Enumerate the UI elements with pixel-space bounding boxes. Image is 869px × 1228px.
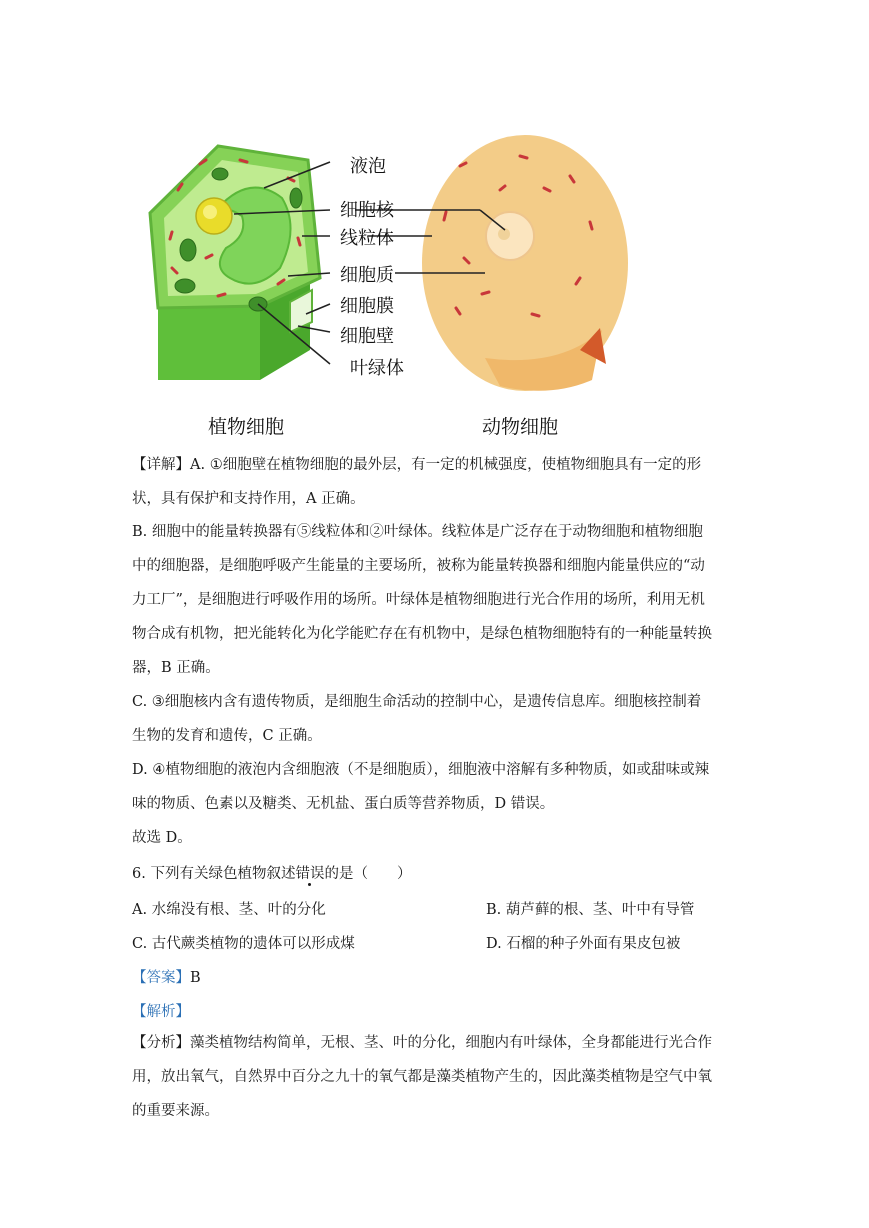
- explanation-b: [132, 515, 742, 685]
- plant-nucleolus: [203, 205, 217, 219]
- option-c: C. 古代蕨类植物的遗体可以形成煤: [132, 936, 355, 952]
- text-line: 状，具有保护和支持作用，A 正确。: [132, 491, 365, 507]
- text-line: 器，B 正确。: [132, 660, 220, 676]
- text-line: 物合成有机物，把光能转化为化学能贮存在有机物中，是绿色植物细胞特有的一种能量转换: [132, 626, 712, 642]
- text-line: 的重要来源。: [132, 1103, 219, 1119]
- text-line: 用，放出氧气，自然界中百分之九十的氧气都是藻类植物产生的，因此藻类植物是空气中氧: [132, 1069, 712, 1085]
- option-b: B. 葫芦藓的根、茎、叶中有导管: [486, 902, 695, 918]
- answer-line: [132, 966, 201, 987]
- option-d: D. 石榴的种子外面有果皮包被: [486, 936, 681, 952]
- text-line: 【分析】藻类植物结构简单，无根、茎、叶的分化，细胞内有叶绿体，全身都能进行光合作: [132, 1035, 712, 1051]
- analysis-label: 【解析】: [132, 1004, 190, 1020]
- animal-nucleus: [486, 212, 534, 260]
- caption-plant-cell: 植物细胞: [208, 416, 285, 438]
- question-emphasis: 错误: [295, 866, 325, 882]
- caption-animal-cell: 动物细胞: [482, 416, 559, 438]
- label-nucleus: 细胞核: [340, 200, 394, 221]
- question-suffix: 的是（ ）: [324, 866, 412, 882]
- text-line: C. ③细胞核内含有遗传物质，是细胞生命活动的控制中心，是遗传信息库。细胞核控制着: [132, 694, 702, 710]
- explanation-c: [132, 685, 742, 753]
- label-mitochondria: 线粒体: [340, 228, 394, 249]
- text-line: 味的物质、色素以及糖类、无机盐、蛋白质等营养物质，D 错误。: [132, 796, 555, 812]
- option-a: A. 水绵没有根、茎、叶的分化: [132, 902, 326, 918]
- label-chloroplast: 叶绿体: [350, 358, 404, 379]
- explanation-d: [132, 753, 742, 821]
- text-line: 力工厂”，是细胞进行呼吸作用的场所。叶绿体是植物细胞进行光合作用的场所，利用无机: [132, 592, 705, 608]
- text-line: 生物的发育和遗传，C 正确。: [132, 728, 322, 744]
- text-line: 中的细胞器，是细胞呼吸产生能量的主要场所，被称为能量转换器和细胞内能量供应的“动: [132, 558, 705, 574]
- answer-value: B: [190, 970, 201, 986]
- text-line: 【详解】A. ①细胞壁在植物细胞的最外层，有一定的机械强度，使植物细胞具有一定的形: [132, 457, 702, 473]
- cell-diagram-svg: [130, 118, 750, 438]
- conclusion-text: 故选 D。: [132, 830, 192, 846]
- explanation-a: [132, 448, 742, 516]
- label-membrane: 细胞膜: [340, 296, 394, 317]
- analysis-text: [132, 1026, 742, 1128]
- question-stem: [132, 862, 411, 883]
- conclusion: [132, 821, 742, 855]
- label-wall: 细胞壁: [340, 326, 394, 347]
- text-line: B. 细胞中的能量转换器有⑤线粒体和②叶绿体。线粒体是广泛存在于动物细胞和植物细胞: [132, 524, 703, 540]
- label-cytoplasm: 细胞质: [340, 265, 394, 286]
- answer-label: 【答案】: [132, 970, 190, 986]
- cell-diagram: [130, 118, 750, 438]
- text-line: D. ④植物细胞的液泡内含细胞液（不是细胞质），细胞液中溶解有多种物质，如或甜味或辣: [132, 762, 710, 778]
- question-prefix: 6. 下列有关绿色植物叙述: [132, 866, 296, 882]
- label-vacuole: 液泡: [350, 156, 386, 177]
